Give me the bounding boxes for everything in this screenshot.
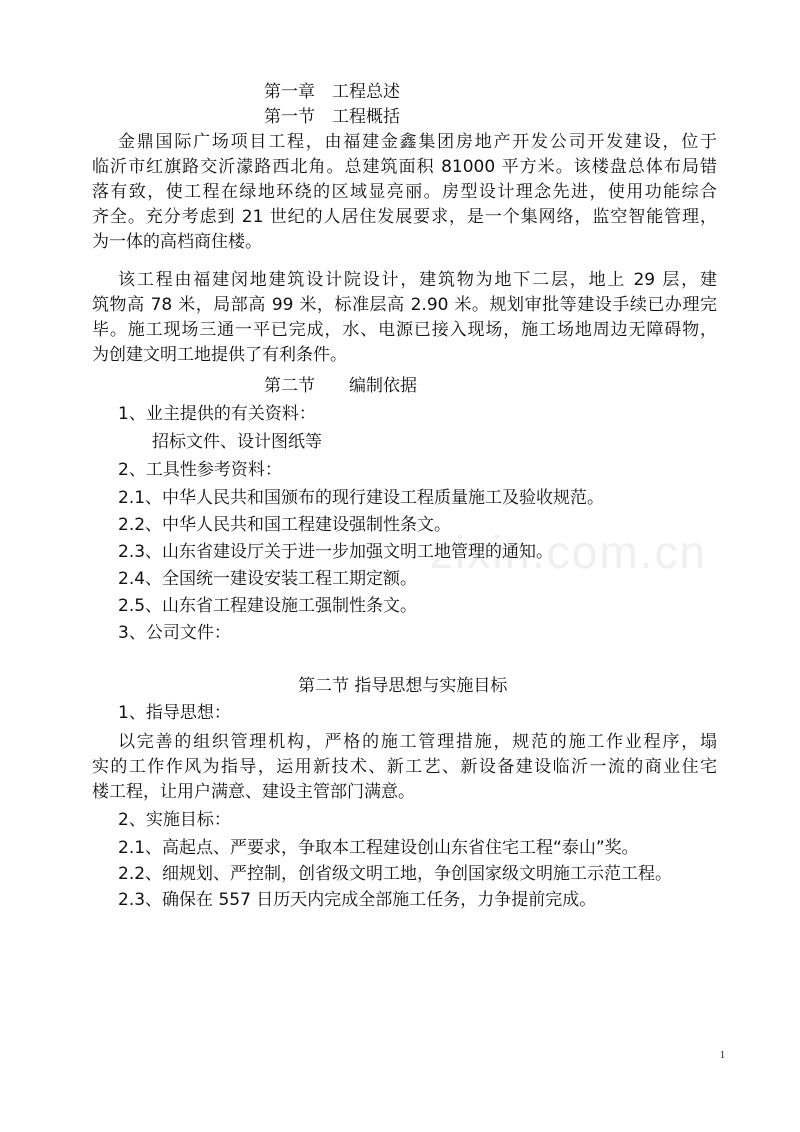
section-3-item-2-2: 2.2、细规划、严控制，创省级文明工地，争创国家级文明施工示范工程。	[118, 864, 673, 884]
section-3-para-line-1: 以完善的组织管理机构，严格的施工管理措施，规范的施工作业程序，塌	[118, 732, 717, 752]
section-1-para-2-line-1: 该工程由福建闵地建筑设计院设计，建筑物为地下二层，地上 29 层，建	[118, 270, 717, 290]
watermark: zixin.com.cn	[430, 526, 708, 578]
section-2-item-2-5: 2.5、山东省工程建设施工强制性条文。	[118, 596, 418, 616]
section-1-para-2-line-2: 筑物高 78 米，局部高 99 米，标准层高 2.90 米。规划审批等建设手续已办理完	[92, 295, 717, 315]
section-3-item-1: 1、指导思想：	[118, 703, 231, 723]
section-1-para-1-line-2: 临沂市红旗路交沂濛路西北角。总建筑面积 81000 平方米。该楼盘总体布局错	[92, 157, 717, 177]
section-1-para-1-line-4: 齐全。充分考虑到 21 世纪的人居住发展要求，是一个集网络，监空智能管理，	[92, 207, 717, 227]
page-number: 1	[720, 1050, 725, 1061]
section-2-item-2-4: 2.4、全国统一建设安装工程工期定额。	[118, 569, 418, 589]
section-2-item-1: 1、业主提供的有关资料：	[118, 404, 316, 424]
section-1-para-1-line-5: 为一体的高档商住楼。	[92, 232, 262, 252]
section-2-item-2-3: 2.3、山东省建设厅关于进一步加强文明工地管理的通知。	[118, 542, 554, 562]
section-2-item-1-sub: 招标文件、设计图纸等	[152, 432, 322, 452]
section-2-title: 第二节 编制依据	[264, 376, 417, 396]
section-1-para-1-line-1: 金鼎国际广场项目工程，由福建金鑫集团房地产开发公司开发建设，位于	[118, 132, 717, 152]
section-2-item-3: 3、公司文件：	[118, 623, 231, 643]
section-2-item-2-1: 2.1、中华人民共和国颁布的现行建设工程质量施工及验收规范。	[118, 488, 605, 508]
section-3-item-2-1: 2.1、高起点、严要求，争取本工程建设创山东省住宅工程“泰山”奖。	[118, 838, 639, 858]
section-1-title: 第一节 工程概括	[264, 107, 400, 127]
section-1-para-1-line-3: 落有致，使工程在绿地环绕的区域显亮丽。房型设计理念先进，使用功能综合	[92, 182, 717, 202]
section-1-para-2-line-4: 为创建文明工地提供了有利条件。	[92, 345, 347, 365]
section-2-item-2-2: 2.2、中华人民共和国工程建设强制性条文。	[118, 515, 452, 535]
chapter-title: 第一章 工程总述	[264, 82, 400, 102]
section-2-item-2: 2、工具性参考资料：	[118, 460, 282, 480]
section-3-title: 第二节 指导思想与实施目标	[298, 676, 508, 696]
section-3-item-2-3: 2.3、确保在 557 日历天内完成全部施工任务，力争提前完成。	[118, 890, 597, 910]
section-3-item-2: 2、实施目标：	[118, 810, 231, 830]
section-3-para-line-2: 实的工作作风为指导，运用新技术、新工艺、新设备建设临沂一流的商业住宅	[92, 757, 717, 777]
section-3-para-line-3: 楼工程，让用户满意、建设主管部门满意。	[92, 782, 415, 802]
section-1-para-2-line-3: 毕。施工现场三通一平已完成，水、电源已接入现场，施工场地周边无障碍物，	[92, 320, 717, 340]
